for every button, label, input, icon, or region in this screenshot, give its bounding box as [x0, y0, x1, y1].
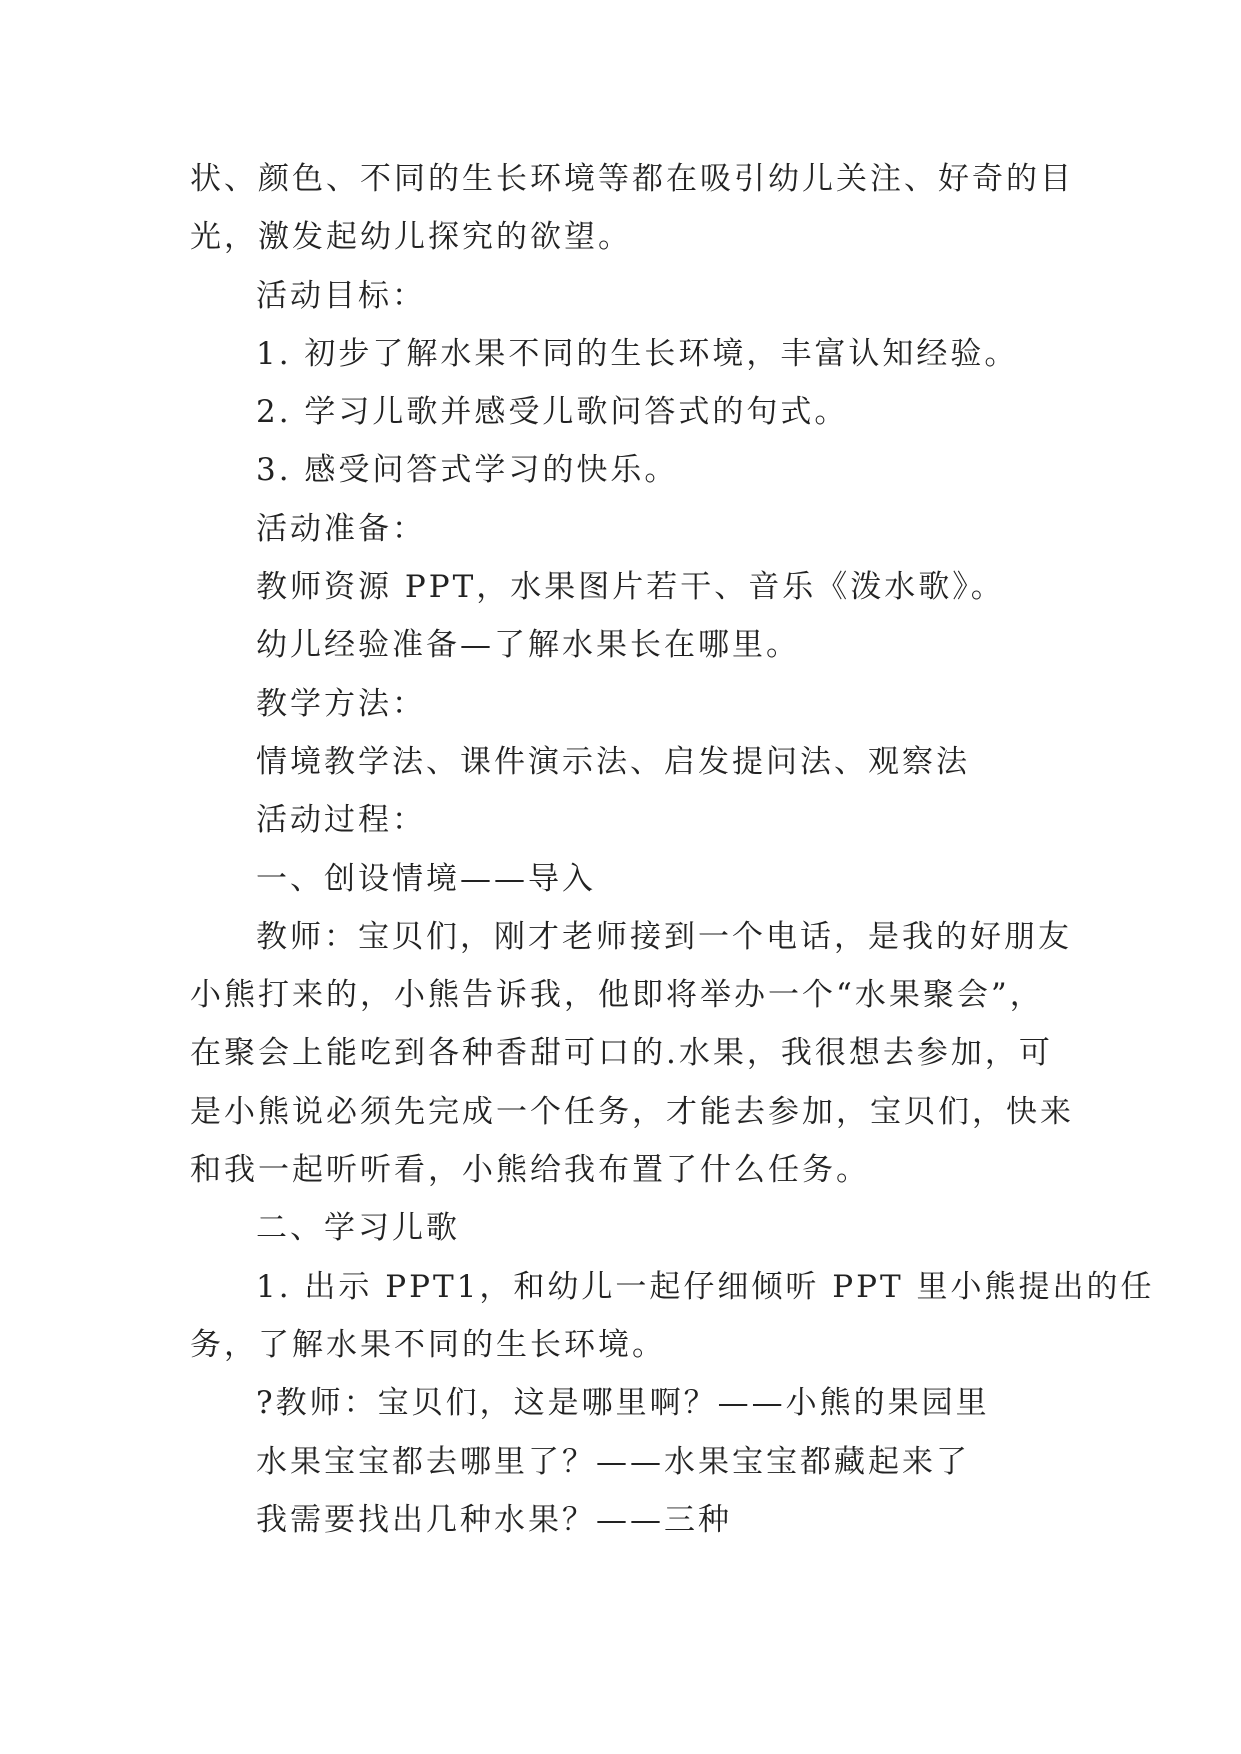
text-line: 我需要找出几种水果？——三种 — [256, 1501, 732, 1538]
text-line: 1. 出示 PPT1，和幼儿一起仔细倾听 PPT 里小熊提出的任 — [256, 1268, 1155, 1305]
text-line: 状、颜色、不同的生长环境等都在吸引幼儿关注、好奇的目 — [190, 161, 1074, 197]
text-line: 二、学习儿歌 — [256, 1210, 460, 1247]
text-line: 是小熊说必须先完成一个任务，才能去参加，宝贝们，快来 — [190, 1093, 1074, 1130]
text-line: 和我一起听听看，小熊给我布置了什么任务。 — [190, 1152, 870, 1189]
text-line: ?教师：宝贝们，这是哪里啊？——小熊的果园里 — [256, 1385, 990, 1422]
text-line: 水果宝宝都去哪里了？——水果宝宝都藏起来了 — [256, 1443, 970, 1480]
text-line: 小熊打来的，小熊告诉我，他即将举办一个“水果聚会”， — [190, 977, 1044, 1014]
text-line: 活动目标： — [256, 277, 426, 314]
text-line: 在聚会上能吃到各种香甜可口的.水果，我很想去参加，可 — [190, 1035, 1053, 1072]
text-line: 1. 初步了解水果不同的生长环境，丰富认知经验。 — [256, 335, 1019, 372]
text-line: 幼儿经验准备—了解水果长在哪里。 — [256, 627, 800, 664]
text-line: 3. 感受问答式学习的快乐。 — [256, 452, 679, 489]
text-line: 教学方法： — [256, 685, 426, 722]
document-body — [190, 150, 1155, 1549]
text-line: 活动过程： — [256, 802, 426, 839]
text-line: 一、创设情境——导入 — [256, 860, 596, 897]
text-line: 务，了解水果不同的生长环境。 — [190, 1326, 666, 1363]
text-line: 教师：宝贝们，刚才老师接到一个电话，是我的好朋友 — [256, 918, 1072, 955]
text-line: 2. 学习儿歌并感受儿歌问答式的句式。 — [256, 394, 849, 431]
text-line: 光，激发起幼儿探究的欲望。 — [190, 219, 632, 256]
text-line: 情境教学法、课件演示法、启发提问法、观察法 — [256, 743, 970, 780]
text-line: 活动准备： — [256, 510, 426, 547]
text-line: 教师资源 PPT，水果图片若干、音乐《泼水歌》。 — [256, 569, 1005, 606]
